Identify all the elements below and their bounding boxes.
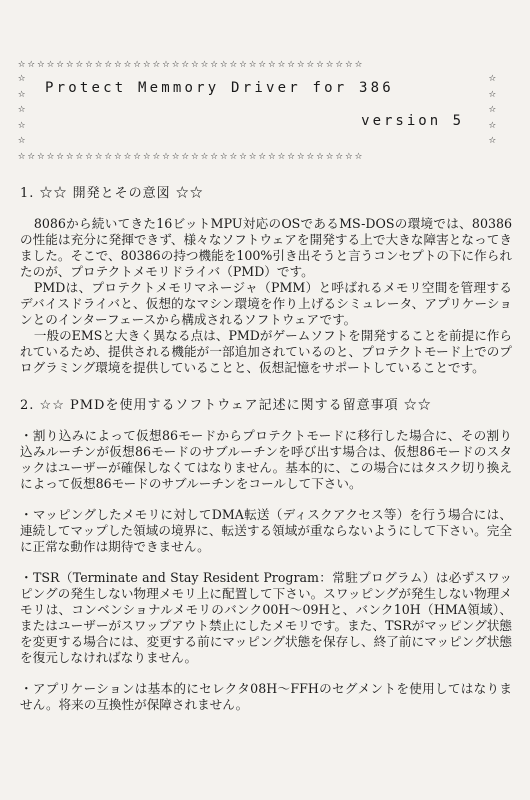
note-item: ・アプリケーションは基本的にセレクタ08H～FFHのセグメントを使用してはなりません。将来の互換性が保障されません。 xyxy=(20,681,512,712)
document-body xyxy=(20,186,512,735)
note-item: ・割り込みによって仮想86モードからプロテクトモードに移行した場合に、その割り込みルーチンが仮想86モードのサブルーチンを呼び出す場合は、仮想86モードのスタックはユーザーが確保しなくてはなりません。基本的に、この場合にはタスク切り換えによって仮想86モードのサブルーチンをコールして下さい。 xyxy=(20,428,512,491)
star-border-bottom: ☆☆☆☆☆☆☆☆☆☆☆☆☆☆☆☆☆☆☆☆☆☆☆☆☆☆☆☆☆☆☆☆☆☆☆☆ xyxy=(18,148,365,162)
note-item: ・TSR（Terminate and Stay Resident Program：常駐プログラム）は必ずスワッピングの発生しない物理メモリ上に配置して下さい。スワッピングが発生しない物理メモリは、コンベンショナルメモリのバンク00H～09Hと、バンク10H（HMA領域）、またはユーザーがスワップアウト禁止にしたメモリです。また、TSRがマッピング状態を変更する場合には、変更する前にマッピング状態を保存し、終了前にマッピング状態を復元しなければなりません。 xyxy=(20,570,512,665)
star-border-top: ☆☆☆☆☆☆☆☆☆☆☆☆☆☆☆☆☆☆☆☆☆☆☆☆☆☆☆☆☆☆☆☆☆☆☆☆ xyxy=(18,56,365,70)
paragraph: PMDは、プロテクトメモリマネージャ（PMM）と呼ばれるメモリ空間を管理するデバイスドライバと、仮想的なマシン環境を作り上げるシミュレータ、アプリケーションとのインターフェースから構成されるソフトウェアです。 xyxy=(20,280,512,327)
star-border-left: ☆ ☆ ☆ ☆ ☆ xyxy=(18,70,26,146)
section-usage-notes xyxy=(20,398,512,713)
section-heading: 2. ☆☆ PMDを使用するソフトウェア記述に関する留意事項 ☆☆ xyxy=(20,398,432,413)
section-heading: 1. ☆☆ 開発とその意図 ☆☆ xyxy=(20,186,204,201)
title-banner xyxy=(18,56,496,166)
star-border-right: ☆ ☆ ☆ ☆ ☆ xyxy=(488,70,496,146)
document-version: version 5 xyxy=(361,113,464,129)
section-development-intent xyxy=(20,186,512,376)
paragraph: 一般のEMSと大きく異なる点は、PMDがゲームソフトを開発することを前提に作られているため、提供される機能が一部追加されているのと、プロテクトモード上でのプログラミング環境を提供していることと、仮想記憶をサポートしていることです。 xyxy=(20,328,512,375)
note-item: ・マッピングしたメモリに対してDMA転送（ディスクアクセス等）を行う場合には、連続してマップした領域の境界に、転送する領域が重ならないようにして下さい。完全に正常な動作は期待できません。 xyxy=(20,507,512,554)
paragraph: 8086から続いてきた16ビットMPU対応のOSであるMS-DOSの環境では、80386の性能は充分に発揮できず、様々なソフトウェアを開発する上で大きな障害となってきました。そこで、80386の持つ機能を100%引き出そうと言うコンセプトの下に作られたのが、プロテクトメモリドライバ（PMD）です。 xyxy=(20,216,512,279)
document-title: Protect Memmory Driver for 386 xyxy=(45,80,394,96)
